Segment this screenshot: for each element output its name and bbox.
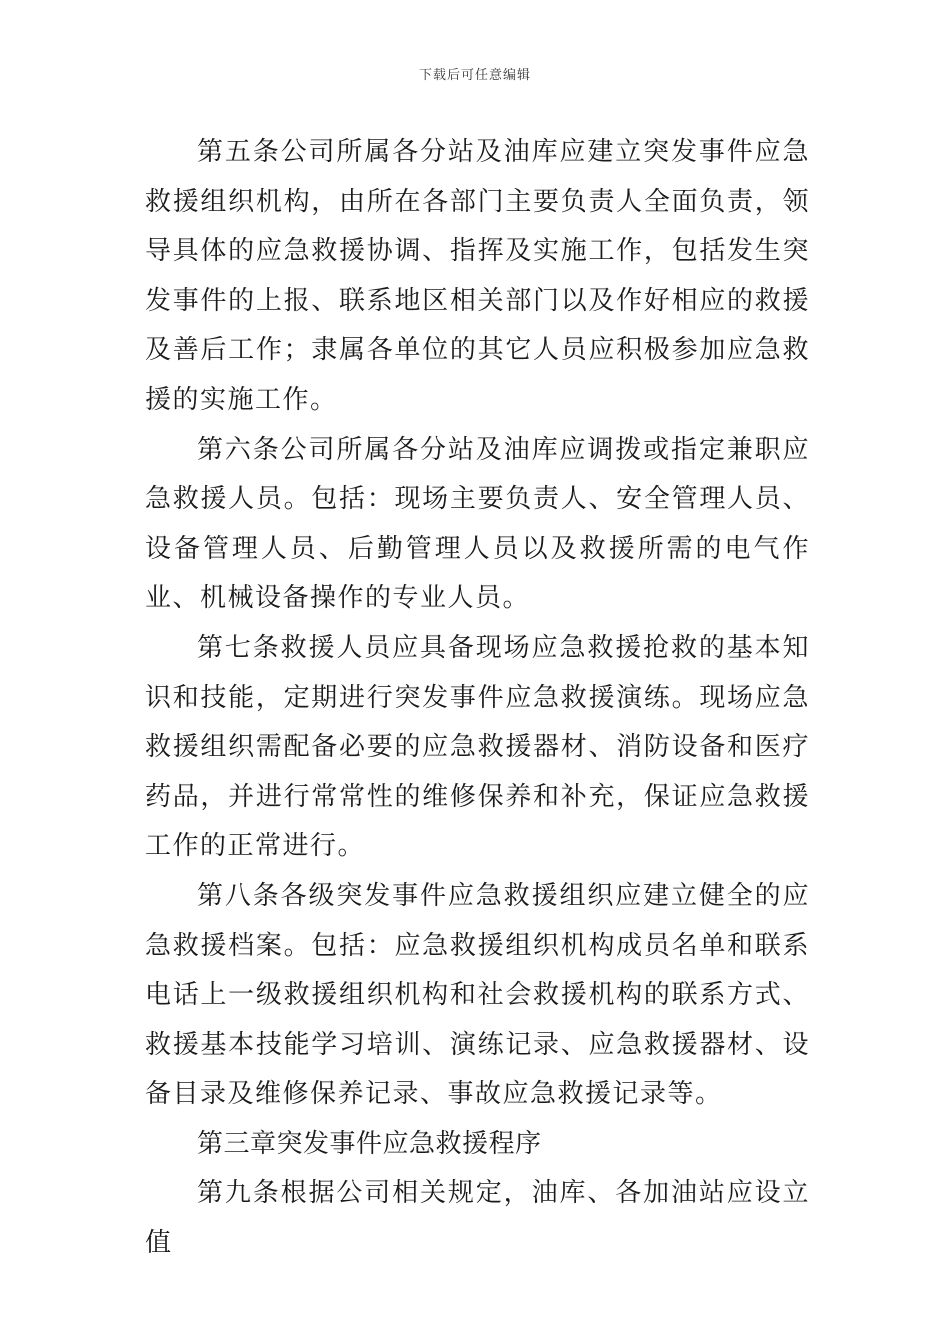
article-7-paragraph: 第七条救援人员应具备现场应急救援抢救的基本知识和技能，定期进行突发事件应急救援演练。现场应急救援组织需配备必要的应急救援器材、消防设备和医疗药品，并进行常常性的维修保养和补充，保证应急救援工作的正常进行。 — [145, 632, 810, 862]
article-6-paragraph: 第六条公司所属各分站及油库应调拨或指定兼职应急救援人员。包括：现场主要负责人、安全管理人员、设备管理人员、后勤管理人员以及救援所需的电气作业、机械设备操作的专业人员。 — [145, 434, 810, 614]
chapter-3-heading: 第三章突发事件应急救援程序 — [197, 1128, 542, 1159]
document-body — [145, 128, 810, 1269]
article-9-paragraph: 第九条根据公司相关规定，油库、各加油站应设立值 — [145, 1178, 810, 1259]
article-5-paragraph: 第五条公司所属各分站及油库应建立突发事件应急救援组织机构，由所在各部门主要负责人全面负责，领导具体的应急救援协调、指挥及实施工作，包括发生突发事件的上报、联系地区相关部门以及作好相应的救援及善后工作；隶属各单位的其它人员应积极参加应急救援的实施工作。 — [145, 137, 810, 415]
article-8-paragraph: 第八条各级突发事件应急救援组织应建立健全的应急救援档案。包括：应急救援组织机构成员名单和联系电话上一级救援组织机构和社会救援机构的联系方式、救援基本技能学习培训、演练记录、应急救援器材、设备目录及维修保养记录、事故应急救援记录等。 — [145, 880, 810, 1110]
page-header-note: 下载后可任意编辑 — [418, 68, 531, 83]
